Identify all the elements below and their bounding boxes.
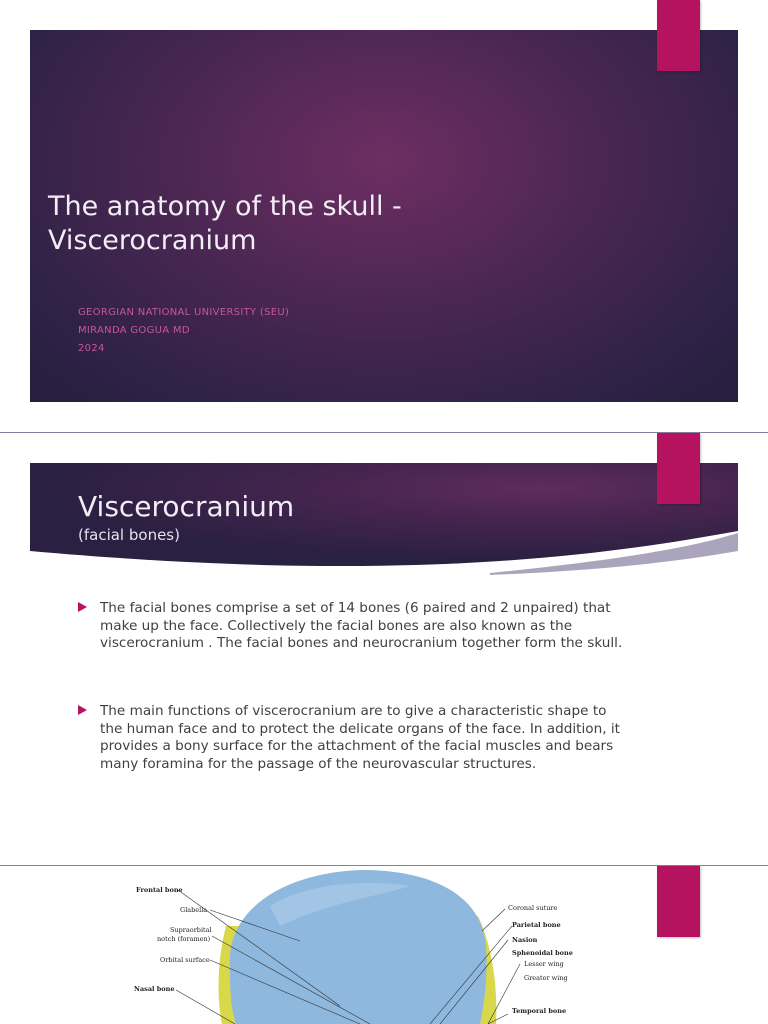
bullet-arrow-icon <box>78 602 87 612</box>
university-text: GEORGIAN NATIONAL UNIVERSITY (SEU) <box>78 307 290 318</box>
label-nasion: Nasion <box>512 936 538 944</box>
label-orbital-surface: Orbital surface <box>160 956 210 964</box>
label-frontal-bone: Frontal bone <box>136 886 183 894</box>
label-parietal-bone: Parietal bone <box>512 921 561 929</box>
bullet-text: The main functions of viscerocranium are to give a characteristic shape to the human face and to protect the delicate organs of the face. In addition, it provides a bony surface for the attachment of the facial muscles and bears many foramina for the passage of the neurovascular structures. <box>100 703 620 772</box>
accent-tab <box>657 866 700 937</box>
slide-title <box>48 190 608 258</box>
accent-tab <box>657 433 700 504</box>
section-subtitle: (facial bones) <box>78 526 180 544</box>
label-lesser-wing: Lesser wing <box>524 960 564 968</box>
label-temporal-bone: Temporal bone <box>512 1007 567 1015</box>
title-slide <box>30 30 738 402</box>
slide-meta <box>78 304 289 358</box>
title-line-2: Viscerocranium <box>48 225 257 256</box>
label-supraorbital-notch: notch (foramen) <box>157 935 211 943</box>
skull-illustration <box>130 866 630 1024</box>
label-glabella: Glabella <box>180 906 208 914</box>
slide-divider <box>0 432 768 433</box>
label-supraorbital: Supraorbital <box>170 926 212 934</box>
title-line-1: The anatomy of the skull - <box>48 191 402 222</box>
section-title: Viscerocranium <box>78 490 295 523</box>
bullet-text: The facial bones comprise a set of 14 bones (6 paired and 2 unpaired) that make up the face. Collectively the facial bones are also known as the viscerocranium . The facial bones and neurocranium together form the skull. <box>100 600 623 651</box>
bullet-arrow-icon <box>78 705 87 715</box>
label-coronal-suture: Coronal suture <box>508 904 558 912</box>
label-sphenoidal-bone: Sphenoidal bone <box>512 949 573 957</box>
label-greater-wing: Greater wing <box>524 974 568 982</box>
author-text: MIRANDA GOGUA MD <box>78 325 190 336</box>
skull-drawing <box>130 866 630 1024</box>
label-nasal-bone: Nasal bone <box>134 985 175 993</box>
accent-tab <box>657 0 700 71</box>
year-text: 2024 <box>78 343 105 354</box>
